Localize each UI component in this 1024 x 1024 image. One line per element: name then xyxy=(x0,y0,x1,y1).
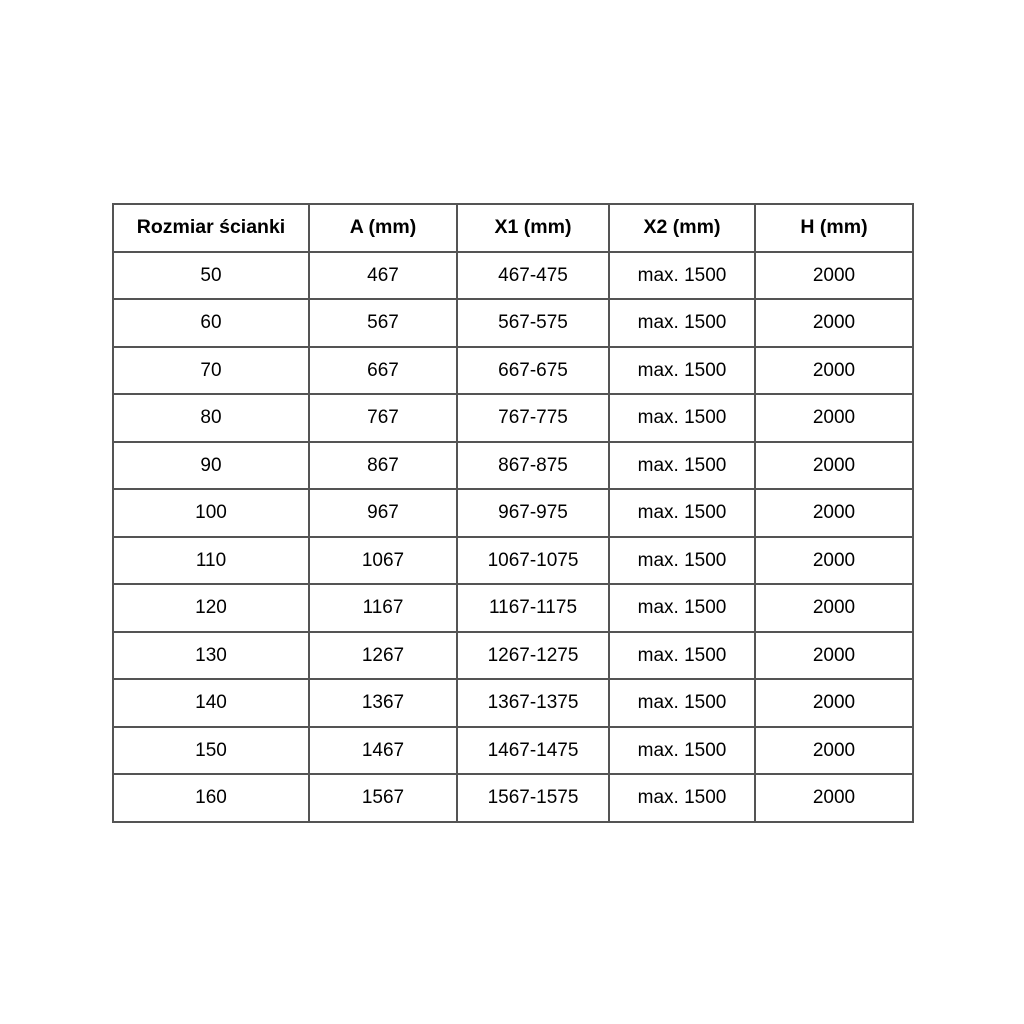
table-cell: max. 1500 xyxy=(609,679,755,727)
table-cell: 667 xyxy=(309,347,457,395)
table-cell: 1367 xyxy=(309,679,457,727)
table-cell: 90 xyxy=(113,442,309,490)
column-header-x2-mm: X2 (mm) xyxy=(609,204,755,252)
table-cell: 1467-1475 xyxy=(457,727,609,775)
table-row xyxy=(113,632,913,680)
table-cell: 2000 xyxy=(755,584,913,632)
table-cell: 1567 xyxy=(309,774,457,822)
table-row xyxy=(113,584,913,632)
table-cell: 80 xyxy=(113,394,309,442)
table-cell: 767-775 xyxy=(457,394,609,442)
table-cell: max. 1500 xyxy=(609,774,755,822)
table-cell: 1067 xyxy=(309,537,457,585)
table-body xyxy=(113,252,913,822)
table-cell: 2000 xyxy=(755,632,913,680)
table-row xyxy=(113,774,913,822)
table-cell: 2000 xyxy=(755,299,913,347)
table-cell: 1567-1575 xyxy=(457,774,609,822)
table-cell: max. 1500 xyxy=(609,632,755,680)
table-row xyxy=(113,299,913,347)
table-cell: 2000 xyxy=(755,537,913,585)
table-cell: 967 xyxy=(309,489,457,537)
table-cell: max. 1500 xyxy=(609,727,755,775)
table-cell: 2000 xyxy=(755,252,913,300)
table-row xyxy=(113,727,913,775)
table-cell: 2000 xyxy=(755,394,913,442)
table-cell: 2000 xyxy=(755,774,913,822)
table-cell: 2000 xyxy=(755,679,913,727)
table-row xyxy=(113,442,913,490)
table-cell: max. 1500 xyxy=(609,394,755,442)
table-cell: 867-875 xyxy=(457,442,609,490)
table-row xyxy=(113,394,913,442)
table-cell: 50 xyxy=(113,252,309,300)
table-cell: 60 xyxy=(113,299,309,347)
table-cell: 2000 xyxy=(755,347,913,395)
table-cell: 867 xyxy=(309,442,457,490)
column-header-rozmiar-scianki: Rozmiar ścianki xyxy=(113,204,309,252)
table-cell: max. 1500 xyxy=(609,442,755,490)
table-cell: max. 1500 xyxy=(609,347,755,395)
table-cell: 1167-1175 xyxy=(457,584,609,632)
table-cell: 140 xyxy=(113,679,309,727)
table-cell: 1367-1375 xyxy=(457,679,609,727)
table-cell: 467-475 xyxy=(457,252,609,300)
table-cell: 1467 xyxy=(309,727,457,775)
table-cell: 1167 xyxy=(309,584,457,632)
table-cell: 1267 xyxy=(309,632,457,680)
table-cell: 120 xyxy=(113,584,309,632)
table-cell: max. 1500 xyxy=(609,252,755,300)
table-row xyxy=(113,489,913,537)
table-cell: 667-675 xyxy=(457,347,609,395)
table-cell: 767 xyxy=(309,394,457,442)
table-cell: 2000 xyxy=(755,442,913,490)
table-cell: max. 1500 xyxy=(609,489,755,537)
table-row xyxy=(113,347,913,395)
table-cell: 1267-1275 xyxy=(457,632,609,680)
table-cell: 110 xyxy=(113,537,309,585)
table-cell: 130 xyxy=(113,632,309,680)
table-row xyxy=(113,252,913,300)
table-row xyxy=(113,679,913,727)
table-cell: 567-575 xyxy=(457,299,609,347)
table-row xyxy=(113,537,913,585)
table-cell: 150 xyxy=(113,727,309,775)
table-cell: 967-975 xyxy=(457,489,609,537)
column-header-a-mm: A (mm) xyxy=(309,204,457,252)
table-cell: 467 xyxy=(309,252,457,300)
table-cell: max. 1500 xyxy=(609,537,755,585)
column-header-h-mm: H (mm) xyxy=(755,204,913,252)
table-cell: 1067-1075 xyxy=(457,537,609,585)
table-cell: 567 xyxy=(309,299,457,347)
table-header xyxy=(113,204,913,252)
header-row xyxy=(113,204,913,252)
table-cell: 70 xyxy=(113,347,309,395)
column-header-x1-mm: X1 (mm) xyxy=(457,204,609,252)
table-cell: 2000 xyxy=(755,489,913,537)
table-cell: 100 xyxy=(113,489,309,537)
table-cell: max. 1500 xyxy=(609,299,755,347)
table-cell: max. 1500 xyxy=(609,584,755,632)
wall-size-spec-table xyxy=(112,203,914,823)
table-cell: 160 xyxy=(113,774,309,822)
table-cell: 2000 xyxy=(755,727,913,775)
